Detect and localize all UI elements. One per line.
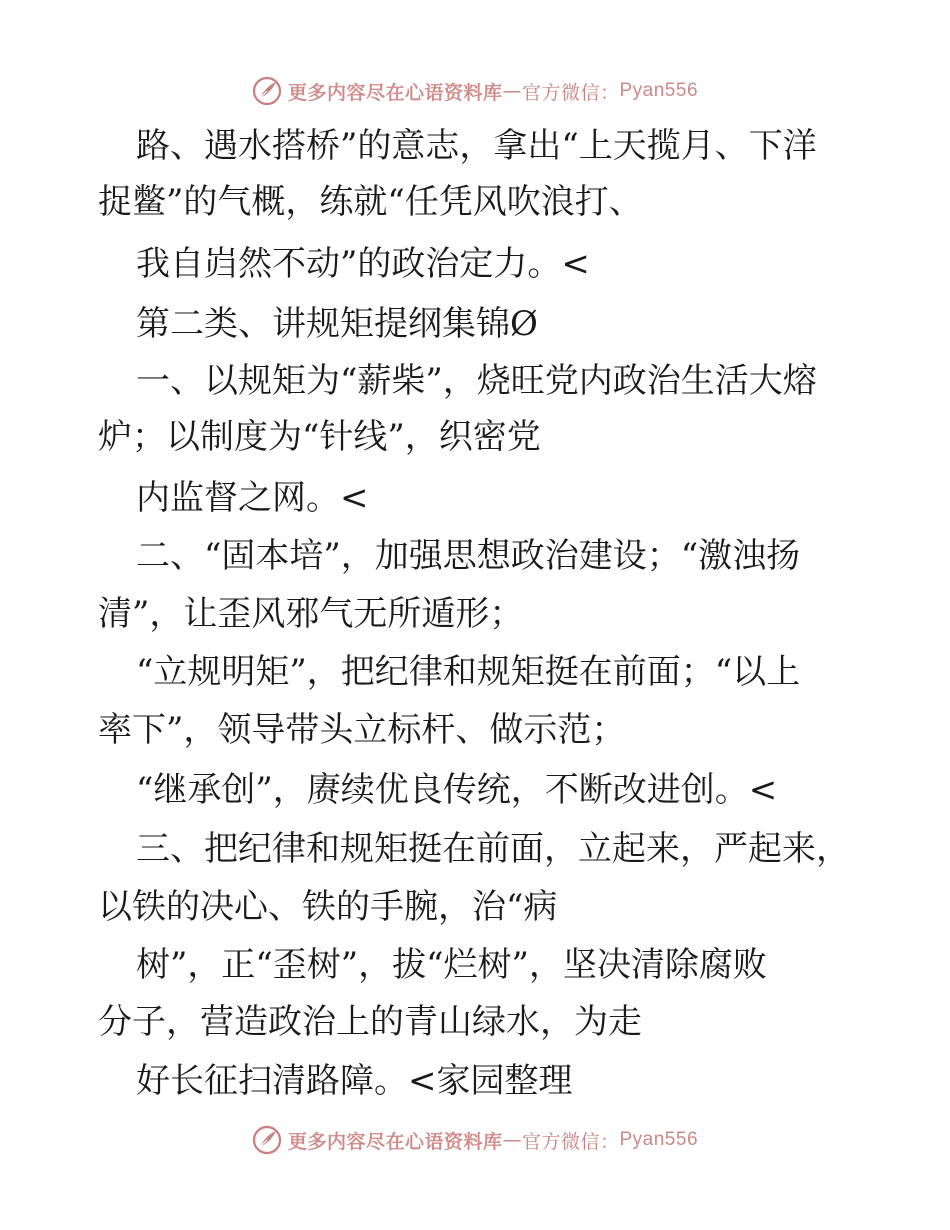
banner-brand: 更多内容尽在心语资料库: [287, 81, 503, 104]
text-line: 二、“固本培”，加强思想政治建设；“激浊扬: [136, 536, 801, 576]
feather-quill-icon: [252, 76, 282, 106]
text-line: 以铁的决心、铁的手腕，治“病: [98, 887, 558, 927]
text-line: 炉；以制度为“针线”，织密党: [98, 417, 541, 457]
text-line: 内监督之网。<: [136, 478, 369, 518]
text-line: 分子，营造政治上的青山绿水，为走: [98, 1002, 642, 1042]
header-banner: [0, 74, 950, 108]
text-line: 三、把纪律和规矩挺在前面，立起来，严起来，: [136, 829, 850, 869]
banner-wechat-id: Pyan556: [619, 80, 699, 101]
banner-wechat-id: Pyan556: [619, 1129, 699, 1150]
banner-wechat-label: 官方微信：: [521, 81, 620, 104]
text-line: “继承创”，赓续优良传统，不断改进创。<: [136, 770, 778, 810]
footer-banner: [0, 1123, 950, 1157]
text-line: “立规明矩”，把纪律和规矩挺在前面；“以上: [136, 652, 801, 692]
text-line: 第二类、讲规矩提纲集锦Ø: [136, 304, 538, 344]
text-line: 路、遇水搭桥”的意志，拿出“上天揽月、下洋: [136, 126, 817, 166]
text-line: 捉鳖”的气概，练就“任凭风吹浪打、: [98, 182, 643, 222]
banner-wechat-label: 官方微信：: [521, 1130, 620, 1153]
text-line: 一、以规矩为“薪柴”，烧旺党内政治生活大熔: [136, 361, 817, 401]
text-line: 好长征扫清路障。<家园整理: [136, 1061, 573, 1101]
feather-quill-icon: [252, 1125, 282, 1155]
banner-brand: 更多内容尽在心语资料库: [287, 1130, 503, 1153]
banner-separator: —: [502, 80, 522, 102]
text-line: 率下”，领导带头立标杆、做示范；: [98, 710, 626, 750]
text-line: 我自岿然不动”的政治定力。<: [136, 244, 590, 284]
banner-separator: —: [502, 1129, 522, 1151]
text-line: 清”，让歪风邪气无所遁形；: [98, 594, 524, 634]
text-line: 树”，正“歪树”，拔“烂树”，坚决清除腐败: [136, 945, 767, 985]
